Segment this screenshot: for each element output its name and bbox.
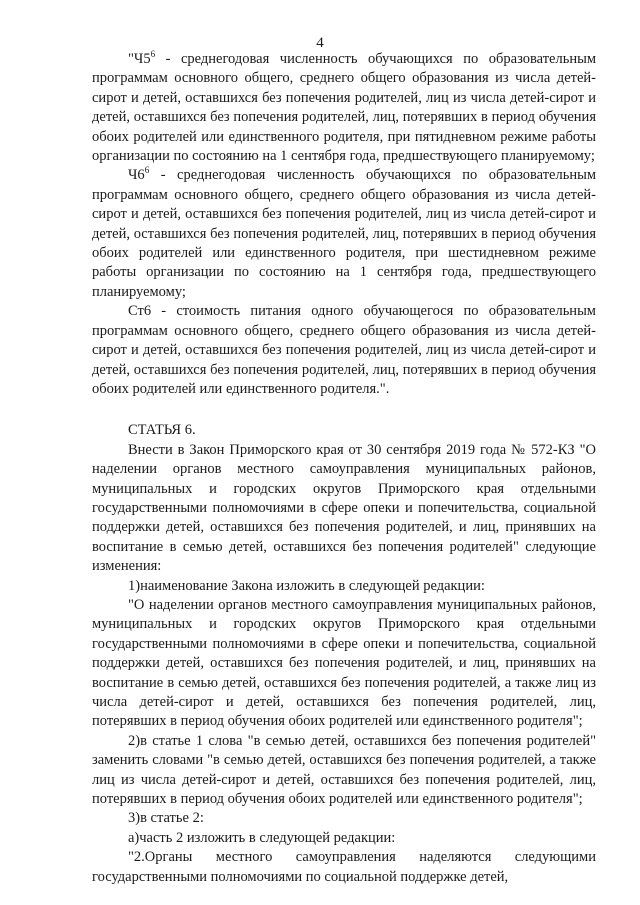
article-paragraph: 3)в статье 2: <box>128 810 204 827</box>
article-paragraph: "О наделении органов местного самоуправления муниципальных районов, муниципальных и городских округов Приморского края отдельными государственными полномочиями в сфере опеки и попечительства, социальной поддержки детей, оставшихся без попечения родителей, и лиц, принявших на воспитание в семью детей, оставшихся без попечения родителей, а также лиц из числа детей-сирот и детей, оставшихся без попечения родителей, лиц, потерявших в период обучения обоих родителей или единственного родителя"; <box>92 596 596 730</box>
page-number: 4 <box>316 35 324 51</box>
article-paragraph: "2.Органы местного самоуправления наделяются следующими государственными полномочиями по социальной поддержке детей, <box>92 849 596 885</box>
superscript: 6 <box>150 49 156 60</box>
paragraph-st6: Ст6 - стоимость питания одного обучающегося по образовательным программам основного общего, среднего общего образования из числа детей-сирот и детей, оставшихся без попечения родителей, лиц из числа детей-сирот и детей, оставшихся без попечения родителей, лиц, потерявших в период обучения обоих родителей или единственного родителя.". <box>92 303 596 397</box>
article-heading: СТАТЬЯ 6. <box>128 422 196 439</box>
superscript: 6 <box>144 165 150 176</box>
paragraph-ch6: $Ч6^6$ - среднегодовая численность обучающихся по образовательным программам основного общего, среднего общего образования из числа детей-сирот и детей, оставшихся без попечения родителей, лиц из числа детей-сирот и детей, оставшихся без попечения родителей, лиц, потерявших в период обучения обоих родителей или единственного родителя, при шестидневном режиме работы организации по состоянию на 1 сентября года, предшествующего планируемому; <box>92 165 596 300</box>
paragraph-ch5: "$Ч5^6$ - среднегодовая численность обучающихся по образовательным программам основного общего, среднего общего образования из числа детей-сирот и детей, оставшихся без попечения родителей, лиц из числа детей-сирот и детей, оставшихся без попечения родителей, лиц, потерявших в период обучения обоих родителей или единственного родителя, при пятидневном режиме работы организации по состоянию на 1 сентября года, предшествующего планируемому; <box>92 49 596 165</box>
article-paragraph: Внести в Закон Приморского края от 30 сентября 2019 года № 572-КЗ "О наделении органов местного самоуправления муниципальных районов, муниципальных и городских округов Приморского края отдельными государственными полномочиями в сфере опеки и попечительства, социальной поддержки детей, оставшихся без попечения родителей, и лиц, принявших на воспитание в семью детей, оставшихся без попечения родителей" следующие изменения: <box>92 441 596 575</box>
article-paragraph: 1)наименование Закона изложить в следующей редакции: <box>128 577 485 594</box>
article-paragraph: 2)в статье 1 слова "в семью детей, оставшихся без попечения родителей" заменить словами "в семью детей, оставшихся без попечения родителей, а также лиц из числа детей-сирот и детей, оставшихся без попечения родителей, лиц, потерявших в период обучения обоих родителей или единственного родителя"; <box>92 732 596 808</box>
document-body <box>92 50 596 887</box>
article-paragraph: а)часть 2 изложить в следующей редакции: <box>128 829 396 846</box>
